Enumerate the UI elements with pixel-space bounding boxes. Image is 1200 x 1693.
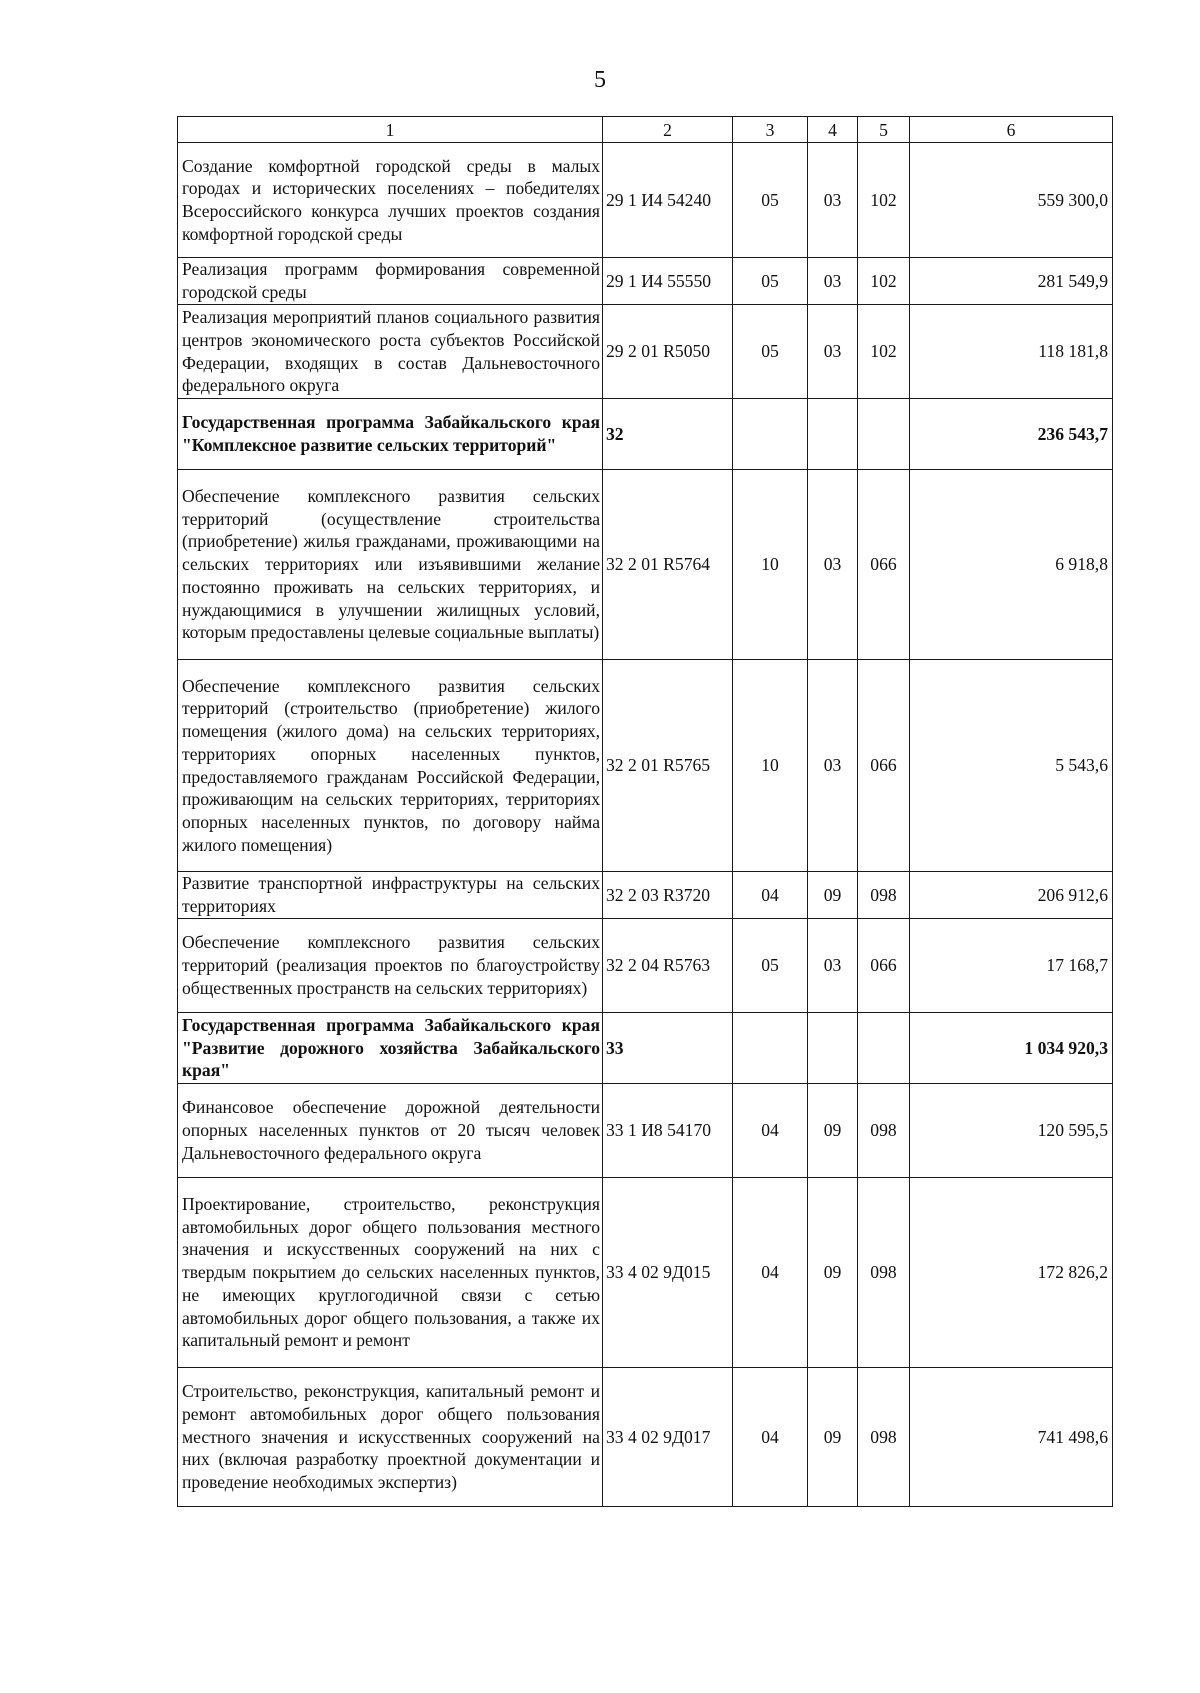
- row-code: 32 2 01 R5764: [603, 470, 733, 660]
- row-name: Реализация программ формирования современной городской среды: [178, 258, 603, 305]
- row-grbs: [858, 1013, 910, 1084]
- row-subsection: 09: [808, 1084, 858, 1178]
- row-section: 04: [733, 1084, 808, 1178]
- row-subsection: [808, 1013, 858, 1084]
- row-grbs: 098: [858, 1084, 910, 1178]
- row-amount: 118 181,8: [910, 305, 1113, 399]
- row-name: Финансовое обеспечение дорожной деятельности опорных населенных пунктов от 20 тысяч человек Дальневосточного федерального округа: [178, 1084, 603, 1178]
- row-amount: 281 549,9: [910, 258, 1113, 305]
- row-section: 04: [733, 1178, 808, 1368]
- row-name: Создание комфортной городской среды в малых городах и исторических поселениях – победителях Всероссийского конкурса лучших проектов создания комфортной городской среды: [178, 143, 603, 258]
- row-subsection: 09: [808, 1368, 858, 1507]
- table-row: [178, 258, 1113, 305]
- budget-table: [177, 116, 1113, 1507]
- table-row: [178, 470, 1113, 660]
- row-section: 05: [733, 305, 808, 399]
- column-header: 6: [910, 117, 1113, 143]
- row-subsection: 09: [808, 1178, 858, 1368]
- row-subsection: 03: [808, 470, 858, 660]
- row-section: 05: [733, 258, 808, 305]
- row-grbs: 066: [858, 919, 910, 1013]
- row-section: 10: [733, 660, 808, 872]
- row-amount: 236 543,7: [910, 399, 1113, 470]
- row-code: 32 2 03 R3720: [603, 872, 733, 919]
- row-code: 29 2 01 R5050: [603, 305, 733, 399]
- row-name: Государственная программа Забайкальского края "Комплексное развитие сельских территорий": [178, 399, 603, 470]
- row-name: Обеспечение комплексного развития сельских территорий (строительство (приобретение) жилого помещения (жилого дома) на сельских территориях, территориях опорных населенных пунктов, предоставляемого гражданам Российской Федерации, проживающим на сельских территориях, территориях опорных населенных пунктов, по договору найма жилого помещения): [178, 660, 603, 872]
- row-grbs: 102: [858, 143, 910, 258]
- column-header: 4: [808, 117, 858, 143]
- table-row: [178, 143, 1113, 258]
- table-row: [178, 1368, 1113, 1507]
- row-code: 32: [603, 399, 733, 470]
- table-row: [178, 660, 1113, 872]
- table-row: [178, 872, 1113, 919]
- row-code: 33: [603, 1013, 733, 1084]
- row-code: 32 2 01 R5765: [603, 660, 733, 872]
- row-subsection: 03: [808, 143, 858, 258]
- row-amount: 120 595,5: [910, 1084, 1113, 1178]
- row-name: Проектирование, строительство, реконструкция автомобильных дорог общего пользования местного значения и искусственных сооружений на них с твердым покрытием до сельских населенных пунктов, не имеющих круглогодичной связи с сетью автомобильных дорог общего пользования, а также их капитальный ремонт и ремонт: [178, 1178, 603, 1368]
- row-subsection: 03: [808, 258, 858, 305]
- row-amount: 5 543,6: [910, 660, 1113, 872]
- program-row: [178, 399, 1113, 470]
- row-section: 04: [733, 1368, 808, 1507]
- column-header: 5: [858, 117, 910, 143]
- row-section: 04: [733, 872, 808, 919]
- row-grbs: 098: [858, 1368, 910, 1507]
- row-name: Обеспечение комплексного развития сельских территорий (реализация проектов по благоустройству общественных пространств на сельских территориях): [178, 919, 603, 1013]
- row-name: Государственная программа Забайкальского края "Развитие дорожного хозяйства Забайкальского края": [178, 1013, 603, 1084]
- row-name: Реализация мероприятий планов социального развития центров экономического роста субъектов Российской Федерации, входящих в состав Дальневосточного федерального округа: [178, 305, 603, 399]
- table-row: [178, 305, 1113, 399]
- row-code: 33 1 И8 54170: [603, 1084, 733, 1178]
- row-subsection: [808, 399, 858, 470]
- row-section: [733, 399, 808, 470]
- column-header: 1: [178, 117, 603, 143]
- row-subsection: 03: [808, 305, 858, 399]
- row-subsection: 03: [808, 919, 858, 1013]
- column-header: 3: [733, 117, 808, 143]
- row-section: 05: [733, 143, 808, 258]
- row-amount: 172 826,2: [910, 1178, 1113, 1368]
- row-code: 29 1 И4 54240: [603, 143, 733, 258]
- row-amount: 17 168,7: [910, 919, 1113, 1013]
- row-grbs: 102: [858, 258, 910, 305]
- row-subsection: 03: [808, 660, 858, 872]
- row-grbs: 102: [858, 305, 910, 399]
- table-row: [178, 1178, 1113, 1368]
- row-amount: 559 300,0: [910, 143, 1113, 258]
- row-section: 10: [733, 470, 808, 660]
- row-amount: 6 918,8: [910, 470, 1113, 660]
- row-amount: 1 034 920,3: [910, 1013, 1113, 1084]
- table-header-row: [178, 117, 1113, 143]
- row-grbs: [858, 399, 910, 470]
- row-amount: 741 498,6: [910, 1368, 1113, 1507]
- row-code: 32 2 04 R5763: [603, 919, 733, 1013]
- row-grbs: 066: [858, 470, 910, 660]
- row-grbs: 098: [858, 1178, 910, 1368]
- row-name: Строительство, реконструкция, капитальный ремонт и ремонт автомобильных дорог общего пользования местного значения и искусственных сооружений на них (включая разработку проектной документации и проведение необходимых экспертиз): [178, 1368, 603, 1507]
- row-section: 05: [733, 919, 808, 1013]
- row-name: Развитие транспортной инфраструктуры на сельских территориях: [178, 872, 603, 919]
- row-amount: 206 912,6: [910, 872, 1113, 919]
- program-row: [178, 1013, 1113, 1084]
- column-header: 2: [603, 117, 733, 143]
- table-row: [178, 919, 1113, 1013]
- row-grbs: 098: [858, 872, 910, 919]
- row-section: [733, 1013, 808, 1084]
- row-code: 33 4 02 9Д015: [603, 1178, 733, 1368]
- row-subsection: 09: [808, 872, 858, 919]
- row-code: 29 1 И4 55550: [603, 258, 733, 305]
- row-name: Обеспечение комплексного развития сельских территорий (осуществление строительства (приобретение) жилья гражданами, проживающими на сельских территориях или изъявившими желание постоянно проживать на сельских территориях, и нуждающимися в улучшении жилищных условий, которым предоставлены целевые социальные выплаты): [178, 470, 603, 660]
- row-grbs: 066: [858, 660, 910, 872]
- row-code: 33 4 02 9Д017: [603, 1368, 733, 1507]
- page-number: 5: [594, 67, 606, 93]
- table-row: [178, 1084, 1113, 1178]
